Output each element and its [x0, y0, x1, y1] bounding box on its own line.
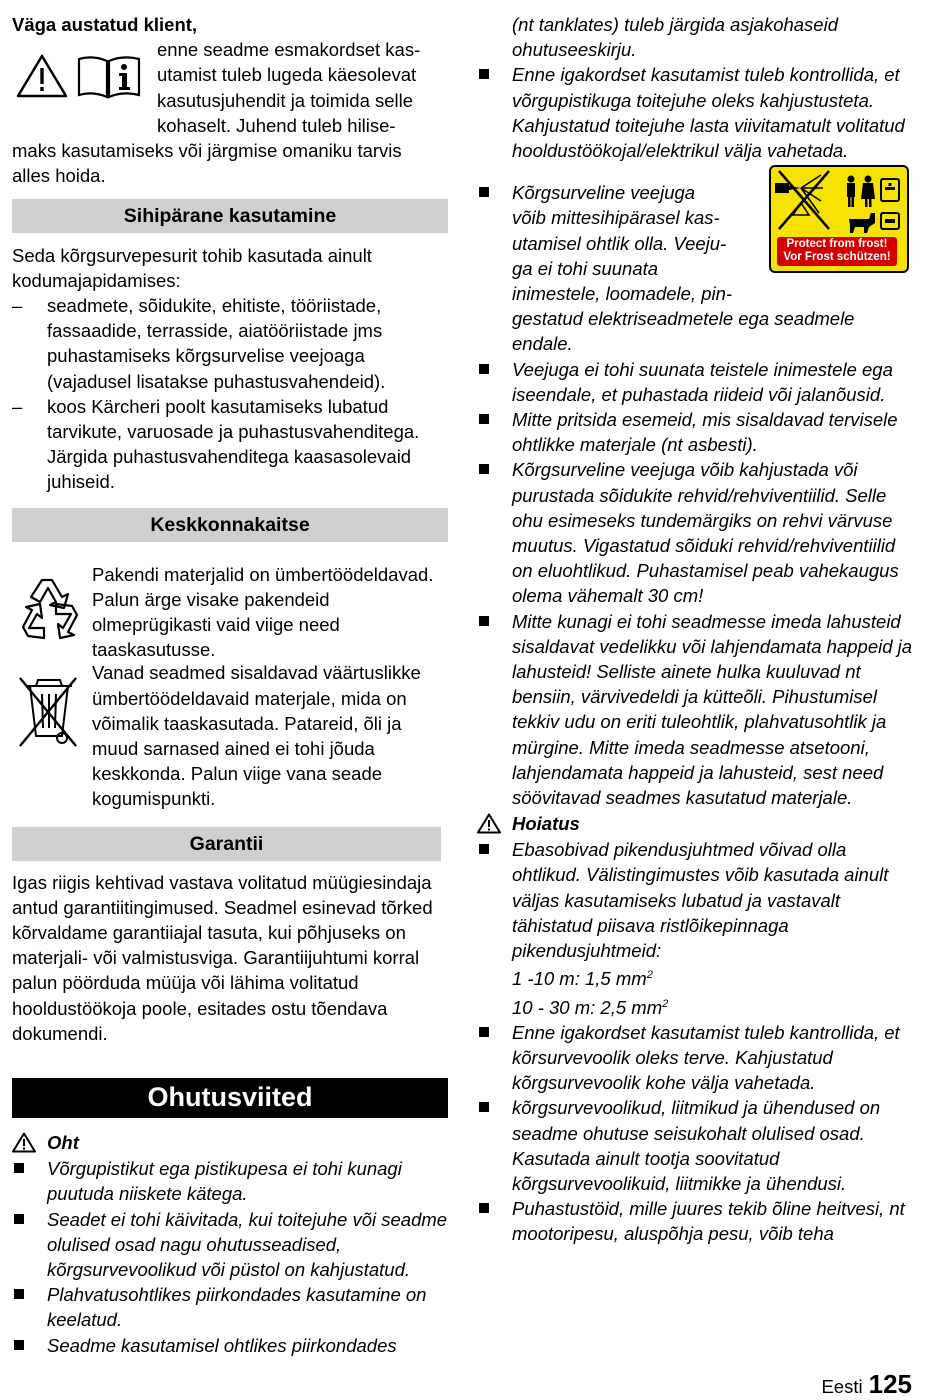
warning-triangle-icon	[16, 53, 68, 99]
list-item	[12, 1156, 448, 1206]
cable-spec	[512, 992, 917, 1020]
bullet-square	[479, 364, 489, 374]
intro-block	[12, 37, 448, 138]
dash-marker: –	[12, 295, 23, 317]
list-item-text: gestatud elektriseadmetele ega seadmele	[512, 308, 855, 330]
env-old-devices-text: Vanad seadmed sisaldavad väärtuslikke ümbertöödeldavaid materjale, mida on võimalik taaskasutada. Patareid, õli ja muud sarnased ained ei tohi jõuda keskkonda. Palun viige vana seade kogumispunkti.	[92, 662, 421, 810]
list-item-text: utamisel ohtlik olla. Veeju-	[512, 232, 727, 254]
footer-language: Eesti	[821, 1376, 863, 1397]
list-item	[12, 394, 448, 495]
list-item	[477, 1095, 917, 1196]
safety-pictogram-icon	[771, 167, 905, 239]
section-heading-warranty: Garantii	[12, 827, 441, 861]
list-item-text: endale.	[512, 333, 573, 355]
list-item-text: Ebasobivad pikendusjuhtmed võivad olla ohtlikud. Välistingimustes võib kasutada ainult väljas kasutamiseks lubatud ja vastavalt tähistatud piisava ristlõikepinnaga pikendusjuhtmeid:	[512, 839, 889, 962]
jet-beside-block	[512, 180, 917, 306]
list-item-text: Seadme kasutamisel ohtlikes piirkondades	[47, 1334, 397, 1356]
intro-line: alles hoida.	[12, 165, 106, 187]
list-item	[477, 62, 917, 163]
list-item-text: Seadet ei tohi käivitada, kui toitejuhe või seadme olulised osad nagu ohutusseadised, kõrgsurvevoolikud või püstol on kahjustatud.	[47, 1208, 448, 1280]
list-item	[12, 293, 448, 394]
superscript: 2	[662, 997, 669, 1010]
bullet-square	[14, 1163, 24, 1173]
danger-heading	[12, 1130, 448, 1156]
right-column	[477, 12, 917, 1247]
list-item	[477, 837, 917, 1019]
bullet-square	[479, 187, 489, 197]
danger-label: Oht	[47, 1132, 79, 1154]
list-item-text: Mitte kunagi ei tohi seadmesse imeda lahusteid sisaldavat vedelikku või lahjendamata happeid ja lahusteid! Selliste ainete hulka kuuluvad nt bensiin, värvivedeldi ja kütteõli. Pihustumisel tekkiv udu on eriti tuleohtlik, plahvatusohtlik ja mürgine. Mitte imeda seadmesse atsetooni, lahjendamata happeid ja lahusteid, sest need söövitavad seadmes kasutatud materjale.	[512, 610, 913, 809]
list-item	[477, 357, 917, 407]
env-old-devices-block	[12, 660, 448, 811]
intro-text-beside	[157, 37, 452, 138]
intro-line: kohaselt. Juhend tuleb hilise-	[157, 114, 396, 136]
intro-line: kasutusjuhendit ja toimida selle	[157, 89, 414, 111]
list-item	[12, 1282, 448, 1332]
bullet-square	[479, 616, 489, 626]
frost-sign-line: Protect from frost!	[786, 238, 888, 251]
intro-line: enne seadme esmakordset kas-	[157, 39, 421, 61]
bullet-square	[479, 69, 489, 79]
list-item-text: inimestele, loomadele, pin-	[512, 283, 733, 305]
dash-marker: –	[12, 395, 23, 417]
page-number: 125	[868, 1369, 912, 1399]
warranty-text: Igas riigis kehtivad vastava volitatud müügiesindaja antud garantiitingimused. Seadmel esinevad tõrked kõrvaldame garantiiajal tasuta, kui põhjuseks on materjali- või valmistusviga. Garantiijuhtumi korral palun pöörduda müüja või lähima volitatud hooldustöökoja poole, esitades ostu tõendava dokumendi.	[12, 871, 433, 1044]
frost-warning-sign	[769, 165, 909, 273]
warning-triangle-icon	[477, 813, 501, 834]
warning-heading	[477, 811, 917, 837]
frost-sign-label	[777, 237, 897, 266]
list-item	[12, 1207, 448, 1283]
list-item-text: (nt tanklates) tuleb järgida asjakohaseid ohutuseeskirju.	[512, 14, 838, 61]
intro-line: utamist tuleb lugeda käesolevat	[157, 64, 417, 86]
read-manual-icon	[76, 53, 142, 99]
list-item-text: ga ei tohi suunata	[512, 257, 659, 279]
greeting: Väga austatud klient,	[12, 14, 198, 35]
list-item	[477, 1020, 917, 1096]
intended-use-text: Seda kõrgsurvepesurit tohib kasutada ainult kodumajapidamises:	[12, 244, 372, 291]
list-item-text: Puhastustöid, mille juures tekib õline heitvesi, nt mootoripesu, aluspõhja pesu, võib teha	[512, 1198, 905, 1245]
recycle-icon	[14, 572, 86, 642]
list-item-text: Mitte pritsida esemeid, mis sisaldavad tervisele ohtlikke materjale (nt asbesti).	[512, 409, 898, 456]
env-packaging-text: Pakendi materjalid on ümbertöödeldavad. Palun ärge visake pakendeid olmeprügikasti vaid viige need taaskasutusse.	[92, 563, 434, 661]
page-footer	[821, 1369, 912, 1399]
list-item-text: Enne igakordset kasutamist tuleb kontrollida, et võrgupistikuga toitejuhe oleks kahjustusteta. Kahjustatud toitejuhe lasta viivitamatult volitatud hooldustöökojal/elektrikul välja vahetada.	[512, 64, 905, 162]
superscript: 2	[646, 969, 653, 982]
crossed-bin-icon	[16, 672, 82, 750]
section-heading-environment: Keskkonnakaitse	[12, 508, 448, 542]
list-item-text: kõrgsurvevoolikud, liitmikud ja ühendused on seadme ohutuse seisukohalt olulised osad. Kasutada ainult tootja soovitatud kõrgsurvevoolikuid, liitmikke ja ühendusi.	[512, 1097, 881, 1194]
bullet-square	[479, 844, 489, 854]
list-item-text: Plahvatusohtlikes piirkondades kasutamine on keelatud.	[47, 1284, 427, 1331]
list-item-jet	[477, 180, 917, 356]
list-item-text: Võrgupistikut ega pistikupesa ei tohi kunagi puutuda niiskete kätega.	[47, 1158, 402, 1205]
bullet-square	[479, 1203, 489, 1213]
left-column	[12, 12, 448, 1358]
list-item	[477, 457, 917, 608]
cable-spec-text: 10 - 30 m: 2,5 mm	[512, 996, 663, 1018]
cable-spec	[512, 963, 917, 991]
list-item	[477, 1196, 917, 1246]
list-item	[477, 609, 917, 811]
intro-line: maks kasutamiseks või järgmise omaniku tarvis	[12, 140, 402, 162]
bullet-square	[14, 1340, 24, 1350]
warning-label: Hoiatus	[512, 813, 580, 835]
list-item	[12, 1333, 448, 1358]
cable-spec-text: 1 -10 m: 1,5 mm	[512, 968, 647, 990]
list-item	[477, 407, 917, 457]
list-item-text: seadmete, sõidukite, ehitiste, tööriistade, fassaadide, terrasside, aiatööriistade jms puhastamiseks kõrgsurvelise veejoaga (vajadusel lisatakse puhastusvahendeid).	[47, 295, 386, 392]
bullet-square	[14, 1289, 24, 1299]
list-item-text: koos Kärcheri poolt kasutamiseks lubatud tarvikute, varuosade ja puhastusvahenditega. Järgida puhastusvahenditega kaasasolevaid juhiseid.	[47, 395, 420, 493]
frost-sign-line: Vor Frost schützen!	[783, 251, 891, 264]
section-heading-safety: Ohutusviited	[12, 1078, 448, 1118]
list-item-text: Kõrgsurveline veejuga võib kahjustada või purustada sõidukite rehvid/rehviventiilid. Selle ohu esimeseks tundemärgiks on rehvi värvuse muutus. Vigastatud sõiduki rehvid/rehviventiilid on eluohtlikud. Puhastamisel peab vahekaugus olema vähemalt 30 cm!	[512, 459, 899, 607]
bullet-square	[479, 414, 489, 424]
list-item-text: Veejuga ei tohi suunata teistele inimestele ega iseendale, et puhastada riideid või jalanõusid.	[512, 358, 893, 405]
list-item-text: võib mittesihipärasel kas-	[512, 207, 720, 229]
warning-triangle-icon	[12, 1132, 36, 1153]
section-heading-intended-use: Sihipärane kasutamine	[12, 199, 448, 233]
list-item-text: Enne igakordset kasutamist tuleb kantrollida, et kõrsurvevoolik oleks terve. Kahjustatud kõrgsurvevoolik kohe välja vahetada.	[512, 1021, 900, 1094]
bullet-square	[479, 1102, 489, 1112]
bullet-square	[14, 1214, 24, 1224]
list-item-continued	[477, 12, 917, 62]
bullet-square	[479, 464, 489, 474]
list-item-text: Kõrgsurveline veejuga	[512, 182, 696, 204]
bullet-square	[479, 1027, 489, 1037]
env-packaging-block	[12, 562, 448, 663]
